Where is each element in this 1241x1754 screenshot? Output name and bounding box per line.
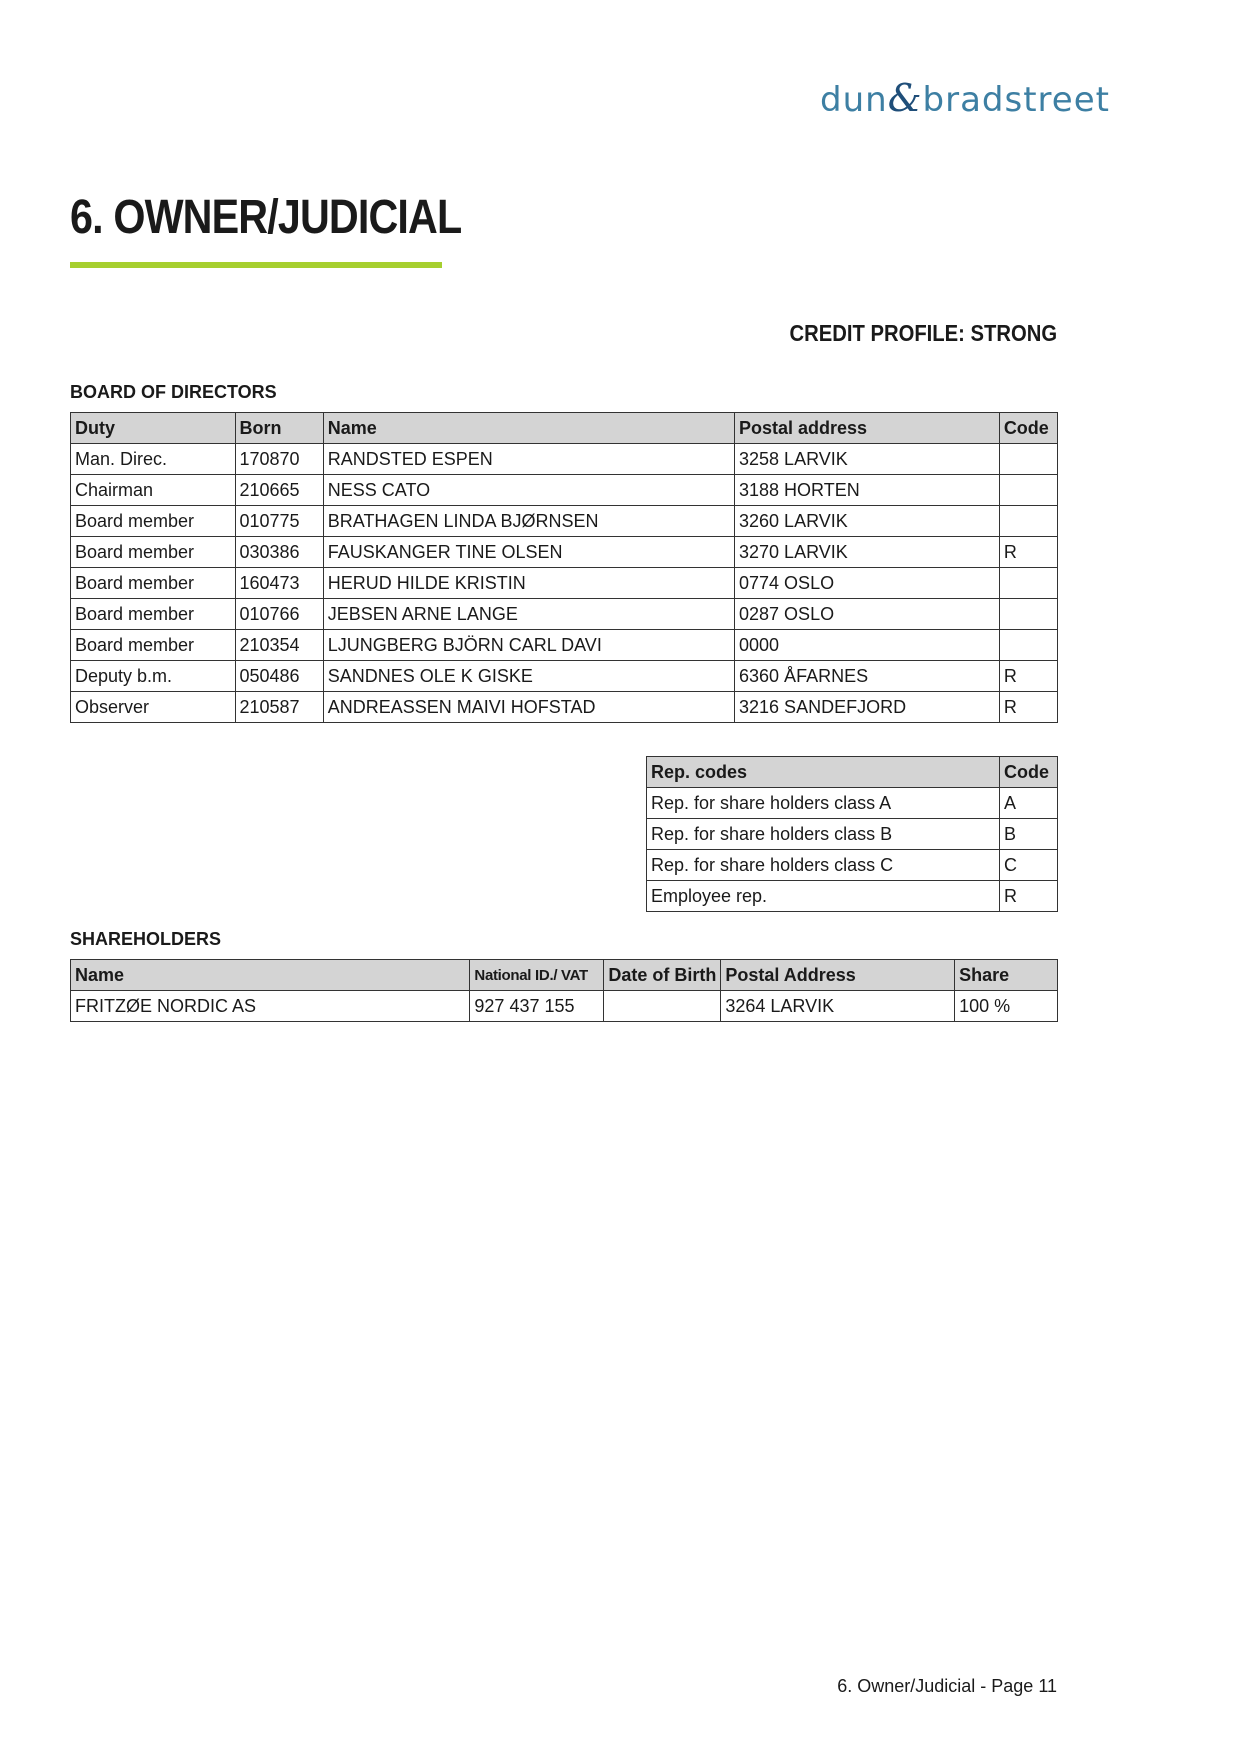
cell-postal-address: 0000 — [735, 630, 1000, 661]
table-row — [71, 630, 1058, 661]
cell-name: RANDSTED ESPEN — [323, 444, 734, 475]
cell-name: NESS CATO — [323, 475, 734, 506]
table-row — [71, 661, 1058, 692]
column-header-postal-address: Postal Address — [721, 960, 955, 991]
title-underline — [70, 262, 442, 268]
cell-born: 210587 — [235, 692, 323, 723]
table-row — [647, 788, 1058, 819]
cell-code — [999, 444, 1057, 475]
cell-code: R — [1000, 881, 1058, 912]
column-header-date-of-birth: Date of Birth — [604, 960, 721, 991]
cell-born: 160473 — [235, 568, 323, 599]
cell-born: 010766 — [235, 599, 323, 630]
cell-duty: Board member — [71, 568, 236, 599]
table-row — [71, 475, 1058, 506]
cell-postal-address: 3260 LARVIK — [735, 506, 1000, 537]
cell-duty: Observer — [71, 692, 236, 723]
board-of-directors-table — [70, 412, 1058, 723]
cell-code: A — [1000, 788, 1058, 819]
page-title: 6. OWNER/JUDICIAL — [70, 191, 462, 244]
column-header-code: Code — [1000, 757, 1058, 788]
cell-postal-address: 3258 LARVIK — [735, 444, 1000, 475]
table-row — [71, 537, 1058, 568]
column-header-postal-address: Postal address — [735, 413, 1000, 444]
rep-codes-table — [646, 756, 1058, 912]
cell-born: 210354 — [235, 630, 323, 661]
cell-name: FAUSKANGER TINE OLSEN — [323, 537, 734, 568]
cell-postal-address: 0774 OSLO — [735, 568, 1000, 599]
board-of-directors-label: BOARD OF DIRECTORS — [70, 382, 277, 402]
cell-code — [999, 475, 1057, 506]
cell-postal-address: 3270 LARVIK — [735, 537, 1000, 568]
cell-born: 050486 — [235, 661, 323, 692]
cell-name: JEBSEN ARNE LANGE — [323, 599, 734, 630]
cell-rep-label: Rep. for share holders class B — [647, 819, 1000, 850]
cell-code: C — [1000, 850, 1058, 881]
cell-name: HERUD HILDE KRISTIN — [323, 568, 734, 599]
cell-code: R — [999, 692, 1057, 723]
cell-duty: Board member — [71, 599, 236, 630]
dun-bradstreet-logo — [820, 74, 1110, 122]
table-row — [71, 692, 1058, 723]
cell-code — [999, 506, 1057, 537]
cell-name: ANDREASSEN MAIVI HOFSTAD — [323, 692, 734, 723]
cell-date-of-birth — [604, 991, 721, 1022]
column-header-born: Born — [235, 413, 323, 444]
shareholders-label: SHAREHOLDERS — [70, 929, 222, 949]
cell-duty: Board member — [71, 506, 236, 537]
table-header-row — [71, 960, 1058, 991]
column-header-rep-codes: Rep. codes — [647, 757, 1000, 788]
cell-national-id: 927 437 155 — [470, 991, 604, 1022]
cell-postal-address: 3216 SANDEFJORD — [735, 692, 1000, 723]
logo-text-dun: dun — [820, 80, 888, 120]
cell-postal-address: 6360 ÅFARNES — [735, 661, 1000, 692]
table-row — [647, 881, 1058, 912]
cell-code — [999, 599, 1057, 630]
table-row — [647, 819, 1058, 850]
table-row — [71, 506, 1058, 537]
cell-rep-label: Employee rep. — [647, 881, 1000, 912]
column-header-duty: Duty — [71, 413, 236, 444]
cell-postal-address: 0287 OSLO — [735, 599, 1000, 630]
cell-name: LJUNGBERG BJÖRN CARL DAVI — [323, 630, 734, 661]
table-row — [71, 991, 1058, 1022]
table-row — [71, 599, 1058, 630]
cell-born: 010775 — [235, 506, 323, 537]
cell-duty: Chairman — [71, 475, 236, 506]
logo-ampersand: & — [887, 76, 923, 120]
cell-name: SANDNES OLE K GISKE — [323, 661, 734, 692]
cell-rep-label: Rep. for share holders class A — [647, 788, 1000, 819]
cell-born: 170870 — [235, 444, 323, 475]
shareholders-table — [70, 959, 1058, 1022]
cell-duty: Man. Direc. — [71, 444, 236, 475]
cell-code: B — [1000, 819, 1058, 850]
cell-name: BRATHAGEN LINDA BJØRNSEN — [323, 506, 734, 537]
column-header-name: Name — [323, 413, 734, 444]
cell-postal-address: 3264 LARVIK — [721, 991, 955, 1022]
cell-code: R — [999, 661, 1057, 692]
cell-name: FRITZØE NORDIC AS — [71, 991, 470, 1022]
table-header-row — [71, 413, 1058, 444]
cell-postal-address: 3188 HORTEN — [735, 475, 1000, 506]
cell-share: 100 % — [955, 991, 1058, 1022]
credit-profile: CREDIT PROFILE: STRONG — [789, 320, 1057, 346]
cell-born: 210665 — [235, 475, 323, 506]
cell-born: 030386 — [235, 537, 323, 568]
cell-duty: Board member — [71, 630, 236, 661]
column-header-share: Share — [955, 960, 1058, 991]
column-header-national-id: National ID./ VAT — [470, 960, 604, 991]
table-row — [71, 568, 1058, 599]
table-row — [647, 850, 1058, 881]
cell-code — [999, 630, 1057, 661]
cell-code: R — [999, 537, 1057, 568]
page-footer: 6. Owner/Judicial - Page 11 — [837, 1676, 1057, 1696]
cell-rep-label: Rep. for share holders class C — [647, 850, 1000, 881]
cell-duty: Board member — [71, 537, 236, 568]
table-row — [71, 444, 1058, 475]
column-header-name: Name — [71, 960, 470, 991]
column-header-code: Code — [999, 413, 1057, 444]
table-header-row — [647, 757, 1058, 788]
cell-code — [999, 568, 1057, 599]
logo-text-bradstreet: bradstreet — [922, 80, 1110, 120]
cell-duty: Deputy b.m. — [71, 661, 236, 692]
